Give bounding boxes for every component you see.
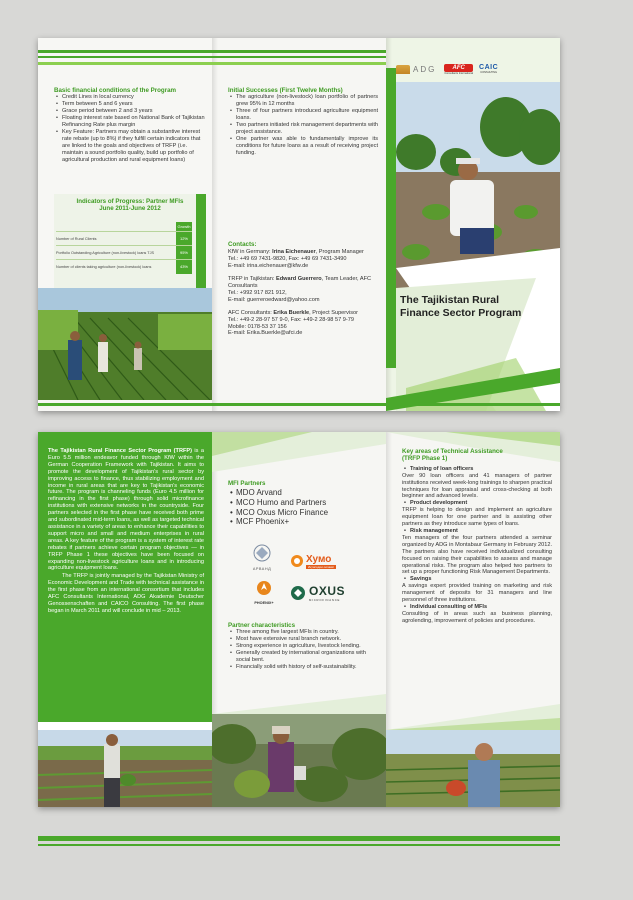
- contact-name: Edward Guerrero: [275, 276, 322, 283]
- arvand-logo: АРВАНД: [242, 544, 282, 571]
- top-stripe: [38, 62, 212, 65]
- ta-section-body: A savings expert provided training on marketing and risk management of deposits for 31 managers and line personnel of three institutions.: [402, 583, 552, 604]
- ta-section-title: • Risk management: [402, 528, 552, 535]
- contact-email[interactable]: E-mail: guerreroedward@yahoo.com: [228, 296, 320, 303]
- page-bottom-stripe-thin: [38, 844, 560, 846]
- bottom-stripe: [212, 403, 386, 406]
- top-stripe: [212, 50, 386, 53]
- farmer-field-photo: [38, 730, 212, 807]
- list-item: • One partner was able to fundamentally improve its conditions for future loans as a result of receiving project funding.: [228, 136, 378, 157]
- phoenix-emblem-icon: [256, 580, 272, 596]
- list-item: • MCO Humo and Partners: [228, 498, 378, 508]
- program-title: The Tajikistan Rural Finance Sector Program: [400, 294, 522, 319]
- list-item: • Key Feature: Partners may obtain a substantive interest rate rebate (up to 8%) if they fulfill certain indicators that are linked to the goals and objectives of TRFP (i.e. maintain a sound portfolio quality, build up portfolio of agricultural production and rural equipment loans): [54, 129, 206, 164]
- inside-left-panel: [38, 432, 212, 807]
- initial-successes-heading: Initial Successes (First Twelve Months): [228, 87, 343, 94]
- financial-conditions-list: [54, 94, 206, 163]
- ta-section-body: Consulting of in areas such as business planning, agrolending, improvement of policies and procedures.: [402, 610, 552, 624]
- ta-section-title: • Savings: [402, 576, 552, 583]
- list-item: • MCF Phoenix+: [228, 517, 378, 527]
- contact-block: KfW in Germany: Irina Eichenauer, Program Manager Tel.: +49 69 7431-9820, Fax: +49 69 7431-3490 E-mail: irina.eichenauer@kfw.de: [228, 249, 378, 270]
- farmer-portrait-photo: [386, 730, 560, 807]
- outside-left-panel: [38, 38, 212, 411]
- table-header-growth: Growth: [177, 224, 191, 229]
- contacts-heading: Contacts:: [228, 241, 257, 248]
- initial-successes-list: [228, 94, 378, 156]
- table-row: [56, 246, 192, 260]
- financial-conditions-heading: Basic financial conditions of the Program: [54, 87, 177, 94]
- adg-emblem-icon: [396, 65, 410, 74]
- brochure-outside: [38, 38, 560, 411]
- list-item: • Two partners initiated risk management departments with project assistance.: [228, 122, 378, 136]
- contact-name: Irina Eichenauer: [272, 249, 316, 256]
- field-workers-photo: [38, 288, 212, 400]
- top-stripe: [212, 62, 386, 65]
- mfi-partners-heading: MFI Partners: [228, 480, 266, 487]
- contact-block: TRFP in Tajikistan: Edward Guerrero, Team Leader, AFC Consultants Tel.: +992 917 821 912, E-mail: guerreroedward@yahoo.com: [228, 276, 378, 304]
- intro-lead: The Tajikistan Rural Finance Sector Program (TRFP): [48, 448, 193, 454]
- ta-section: [402, 528, 552, 576]
- list-item: • Grace period between 2 and 3 years: [54, 108, 206, 115]
- ta-section-body: Ten managers of the four partners attended a seminar organized by ADG in Montabaur Germany in February 2012. The partners also have received individualized consulting focused on raising their capabilities to assess and manage operational risks. The program also helped two partners to set up a proper functioning Risk Management Departments.: [402, 534, 552, 576]
- list-item: • Credit Lines in local currency: [54, 94, 206, 101]
- cover-panel: [386, 38, 560, 411]
- list-item: • Most have extensive rural branch network.: [228, 636, 378, 643]
- inside-middle-panel: [212, 432, 386, 807]
- list-item: • Strong experience in agriculture, livestock lending.: [228, 643, 378, 650]
- ta-section: [402, 576, 552, 604]
- contact-email[interactable]: E-mail: Erika.Buerkle@afci.de: [228, 330, 303, 337]
- bottom-stripe: [386, 403, 560, 406]
- list-item: • The agriculture (non-livestock) loan portfolio of partners grew 95% in 12 months: [228, 94, 378, 108]
- table-cell-value: 12%: [176, 232, 192, 245]
- partner-characteristics-list: [228, 629, 378, 670]
- indicators-table: [56, 222, 192, 274]
- list-item: • Three among five largest MFIs in country.: [228, 629, 378, 636]
- caic-logo: CAIC CONSULTING: [479, 64, 499, 74]
- ta-section: [402, 466, 552, 501]
- humo-logo: Хумо Иқтисодии оилавӣ: [290, 550, 366, 572]
- humo-emblem-icon: [290, 554, 304, 568]
- list-item: • Floating interest rate based on National Bank of Tajikistan Refinancing Rate plus margin: [54, 115, 206, 129]
- cover-diagonal-decor: [386, 248, 560, 411]
- oxus-emblem-icon: [290, 585, 306, 601]
- ta-section: [402, 604, 552, 625]
- outside-middle-panel: [212, 38, 386, 411]
- ta-section-body: Over 90 loan officers and 41 managers of partner institutions received week-long trainings to sharpen practical techniques for loan appraisal and cross-checking at both beginner and advanced levels.: [402, 472, 552, 500]
- top-stripe-thin: [212, 56, 386, 58]
- mfi-partners-list: [228, 488, 378, 526]
- contact-name: Erika Buerkle: [273, 309, 310, 316]
- ta-section: [402, 500, 552, 528]
- page-bottom-stripe: [38, 836, 560, 841]
- intro-text-block: The Tajikistan Rural Finance Sector Program (TRFP) is a Euro 5.5 million endeavor funded through KfW within the German Cooperation Framework with Tajikistan. It aims to promote the development of Tajikistan's rural sector by improving access to finance, thus stabilizing employment and income in rural areas that are key to Tajikistan's economic future. The program is channeling funds (Euro 4.5 million for refinancing in the first phase) through solid microfinance institutions with extensive networks in the countryside. Four partners selected in the first phase have received both prime and subordinated mid-term loans, as well as targeted technical assistance in a variety of areas to enhance their capabilities to support micro and small and medium enterprises in rural areas. A key feature of the program is a system of interest rate rebates if partners achieve certain program objectives — in TRFP Phase 1 these objectives have been focused on expanding non-livestock agriculture loans and in introducing agriculture equipment loans. The TRFP is jointly managed by the Tajikistan Ministry of Economic Development and Trade with technical assistance in the first phase from an international consortium that includes AFC Consultants International, ADG Akademie Deutscher Genossenschaften and CAICO Consulting. The first phase began in March 2011 and will conclude in mid – 2013.: [48, 448, 204, 614]
- list-item: • Generally created by international organizations with social bent.: [228, 650, 378, 664]
- woman-crops-photo: [212, 714, 386, 807]
- adg-logo: ADG: [396, 65, 436, 74]
- indicators-box: [54, 194, 206, 298]
- list-item: • MCO Oxus Micro Finance: [228, 508, 378, 518]
- table-cell-value: 95%: [176, 246, 192, 259]
- table-cell-label: Number of Rural Clients: [56, 237, 97, 241]
- ta-section-title: • Training of loan officers: [402, 466, 552, 473]
- table-cell-value: 43%: [176, 260, 192, 274]
- contact-block: AFC Consultants: Erika Buerkle, Project Supervisor Tel.: +49-2 28-97 57 9-0, Fax: +49-2 28-98 57 9-79 Mobile: 0178-53 37 156 E-mail: Erika.Buerkle@afci.de: [228, 310, 378, 338]
- ta-section-title: • Individual consulting of MFIs: [402, 604, 552, 611]
- list-item: • MDO Arvand: [228, 488, 378, 498]
- list-item: • Term between 5 and 6 years: [54, 101, 206, 108]
- afc-logo: AFC Consultants International: [444, 64, 474, 75]
- list-item: • Three of four partners introduced agriculture equipment loans.: [228, 108, 378, 122]
- ta-section-body: TRFP is helping to design and implement an agriculture equipment loan for one partner and is assisting other partners as they introduce same types of loans.: [402, 507, 552, 528]
- partner-characteristics-heading: Partner characteristics: [228, 622, 296, 629]
- table-row: [56, 232, 192, 246]
- ta-section-title: • Product development: [402, 500, 552, 507]
- technical-assistance-heading: Key areas of Technical Assistance (TRFP Phase 1): [402, 448, 503, 463]
- indicators-title: Indicators of Progress: Partner MFIs June 2011-June 2012: [76, 198, 184, 213]
- partner-logos: [396, 58, 556, 80]
- oxus-logo: OXUS MICROFINANCE: [290, 584, 370, 602]
- top-stripe-thin: [38, 56, 212, 58]
- inside-right-panel: [386, 432, 560, 807]
- table-cell-label: Portfolio Outstanding Agriculture (non-livestock) loans TJS: [56, 251, 155, 255]
- list-item: • Financially solid with history of self-sustainability.: [228, 664, 378, 671]
- phoenix-logo: PHOENIX+: [242, 580, 286, 605]
- brochure-inside: [38, 432, 560, 807]
- top-stripe: [38, 50, 212, 53]
- contact-email[interactable]: E-mail: irina.eichenauer@kfw.de: [228, 263, 309, 270]
- bottom-stripe: [38, 403, 212, 406]
- arvand-emblem-icon: [251, 544, 273, 562]
- table-cell-label: Number of clients taking agriculture (non-livestock) loans: [56, 265, 152, 269]
- table-row: [56, 260, 192, 274]
